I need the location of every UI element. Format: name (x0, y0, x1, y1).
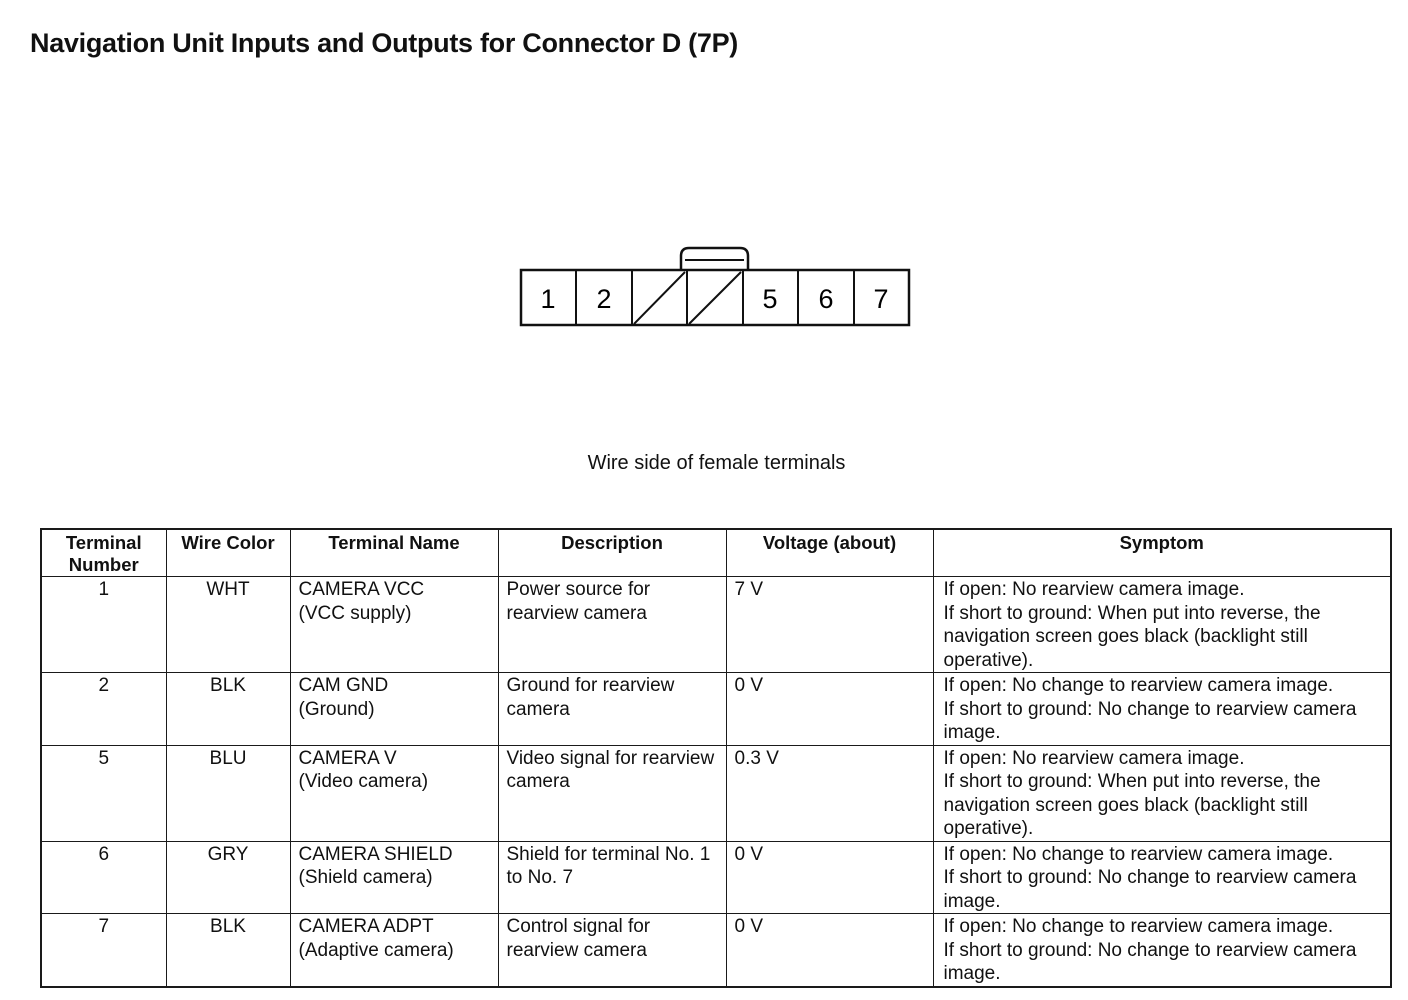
table-row (41, 673, 1391, 746)
terminal-name-cell (290, 673, 498, 746)
connector-diagram (518, 244, 912, 330)
wire-color-cell: WHT (166, 577, 290, 673)
wire-color-cell: BLU (166, 745, 290, 841)
voltage-cell: 0 V (726, 914, 933, 987)
terminal-name-cell (290, 577, 498, 673)
header-voltage: Voltage (about) (726, 529, 933, 577)
table-header-row (41, 529, 1391, 577)
io-table (40, 528, 1392, 988)
terminal-name: CAMERA V (298, 747, 397, 769)
symptom-cell (933, 673, 1391, 746)
page-title: Navigation Unit Inputs and Outputs for Connector D (7P) (30, 28, 738, 58)
symptom-cell (933, 841, 1391, 914)
terminal-name: CAM GND (298, 675, 389, 696)
connector-terminal-label: 1 (540, 284, 556, 314)
table-row (41, 745, 1391, 841)
symptom-short: If short to ground: When put into reverse, the navigation screen goes black (backlight still operative). (943, 602, 1321, 671)
connector-terminal-label: 6 (818, 284, 834, 314)
symptom-short: If short to ground: No change to rearview camera image. (943, 867, 1357, 912)
voltage-cell: 0 V (726, 841, 933, 914)
terminal-number-cell: 7 (41, 914, 166, 987)
terminal-name-cell (290, 745, 498, 841)
description-cell: Control signal for rearview camera (498, 914, 726, 987)
voltage-cell: 7 V (726, 577, 933, 673)
header-symptom: Symptom (933, 529, 1391, 577)
header-description: Description (498, 529, 726, 577)
connector-terminal-label: 5 (762, 284, 778, 314)
terminal-name-sub: (Video camera) (298, 771, 429, 792)
description-cell: Ground for rearview camera (498, 673, 726, 746)
description-cell: Power source for rearview camera (498, 577, 726, 673)
connector-terminal-label: 7 (873, 284, 889, 314)
symptom-cell (933, 577, 1391, 673)
voltage-cell: 0.3 V (726, 745, 933, 841)
symptom-open: If open: No rearview camera image. (943, 579, 1245, 600)
terminal-name-cell (290, 914, 498, 987)
table-row (41, 841, 1391, 914)
terminal-name: CAMERA SHIELD (298, 843, 453, 865)
terminal-name-cell (290, 841, 498, 914)
header-terminal-name: Terminal Name (290, 529, 498, 577)
wire-color-cell: BLK (166, 673, 290, 746)
header-terminal-number: Terminal Number (41, 529, 166, 577)
description-cell: Shield for terminal No. 1 to No. 7 (498, 841, 726, 914)
symptom-short: If short to ground: When put into reverse, the navigation screen goes black (backlight still operative). (943, 771, 1321, 839)
symptom-cell (933, 914, 1391, 987)
table-row (41, 914, 1391, 987)
terminal-number-cell: 1 (41, 577, 166, 673)
connector-caption: Wire side of female terminals (587, 452, 846, 474)
symptom-short: If short to ground: No change to rearview camera image. (943, 698, 1357, 743)
terminal-number-cell: 5 (41, 745, 166, 841)
symptom-open: If open: No change to rearview camera image. (943, 916, 1334, 937)
table-row (41, 577, 1391, 673)
connector-terminal-label: 2 (596, 284, 612, 314)
terminal-number-cell: 2 (41, 673, 166, 746)
wire-color-cell: BLK (166, 914, 290, 987)
terminal-name-sub: (Shield camera) (298, 867, 433, 888)
symptom-open: If open: No change to rearview camera image. (943, 675, 1334, 696)
terminal-name-sub: (Adaptive camera) (298, 939, 454, 961)
description-cell: Video signal for rearview camera (498, 745, 726, 841)
symptom-short: If short to ground: No change to rearview camera image. (943, 939, 1357, 984)
terminal-name-sub: (Ground) (298, 698, 375, 720)
terminal-name: CAMERA VCC (298, 579, 425, 600)
voltage-cell: 0 V (726, 673, 933, 746)
terminal-name-sub: (VCC supply) (298, 602, 412, 624)
symptom-open: If open: No change to rearview camera image. (943, 843, 1334, 865)
header-wire-color: Wire Color (166, 529, 290, 577)
terminal-number-cell: 6 (41, 841, 166, 914)
symptom-open: If open: No rearview camera image. (943, 747, 1245, 769)
terminal-name: CAMERA ADPT (298, 916, 434, 937)
wire-color-cell: GRY (166, 841, 290, 914)
symptom-cell (933, 745, 1391, 841)
